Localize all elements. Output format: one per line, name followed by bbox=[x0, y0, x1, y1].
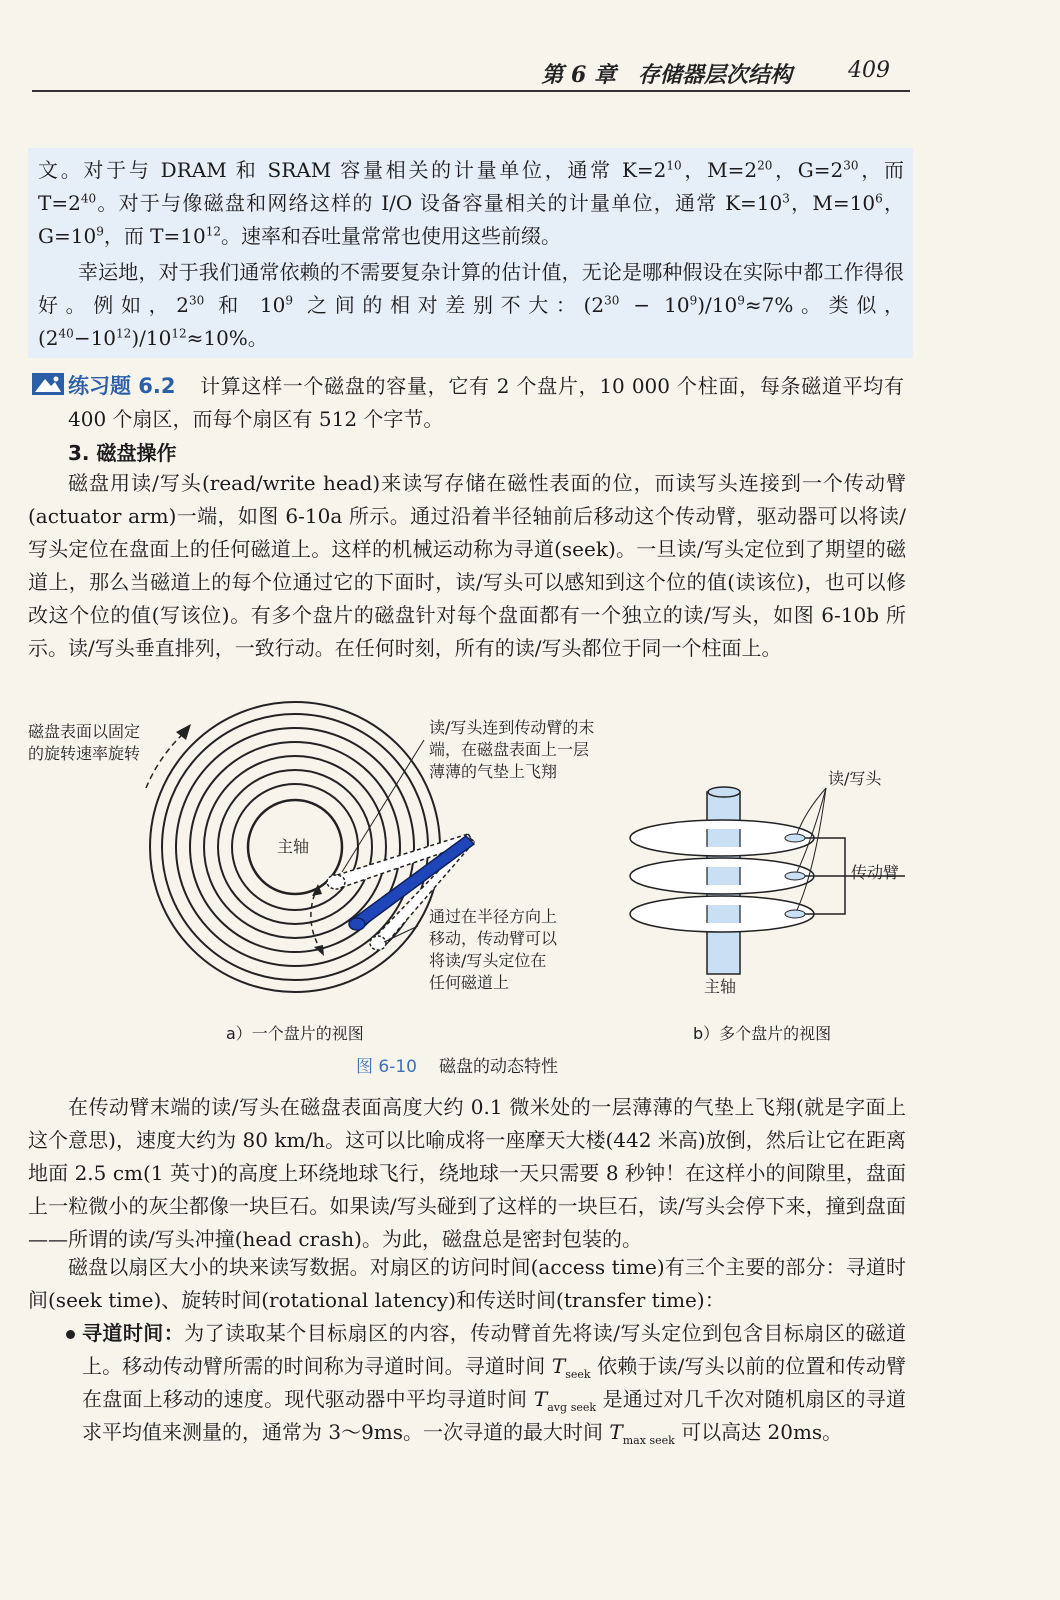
note-paragraph-1: 文。对于与 DRAM 和 SRAM 容量相关的计量单位，通常 $K=2^{10}$，$M=2^{20}$，$G=2^{30}$，而 $T=2^{40}$。对于与像磁盘和网络这样的 I/O 设备容量相关的计量单位，通常 $K=10^3$，$M=10^6$，$G=10^9$，而 $T=10^{12}$。速率和吞吐量常常也使用这些前缀。 bbox=[38, 158, 905, 248]
body-paragraph-2: 磁盘以扇区大小的块来读写数据。对扇区的访问时间(access time)有三个主要的部分：寻道时间(seek time)、旋转时间(rotational latency)和传送时间(transfer time)： bbox=[28, 1255, 906, 1312]
head-previous-position bbox=[327, 875, 345, 889]
chapter-title: 第 6 章 存储器层次结构 bbox=[541, 62, 792, 88]
label-read-write-head: 读/写头 bbox=[828, 769, 882, 788]
label-radial-move: 通过在半径方向上 移动，传动臂可以 将读/写头定位在 任何磁道上 bbox=[429, 907, 558, 992]
section-paragraph: 磁盘用读/写头(read/write head)来读写存储在磁性表面的位，而读写头连接到一个传动臂(actuator arm)一端，如图 6-10a 所示。通过沿着半径轴前后移动这个传动臂，驱动器可以将读/写头定位在盘面上的任何磁道上。这样的机械运动称为寻道(seek)。一旦读/写头定位到了期望的磁道上，那么当磁道上的每个位通过它的下面时，读/写头可以感知到这个位的值(读该位)，也可以修改这个位的值(写该位)。有多个盘片的磁盘针对每个盘面都有一个独立的读/写头，如图 6-10b 所示。读/写头垂直排列，一致行动。在任何时刻，所有的读/写头都位于同一个柱面上。 bbox=[28, 471, 906, 660]
figure-title: 磁盘的动态特性 bbox=[439, 1057, 558, 1077]
page-header bbox=[32, 52, 910, 92]
section-title: 3. 磁盘操作 bbox=[68, 441, 177, 465]
bullet-seek-time: 寻道时间：为了读取某个目标扇区的内容，传动臂首先将读/写头定位到包含目标扇区的磁道上。移动传动臂所需的时间称为寻道时间。寻道时间 $T_{seek}$ 依赖于读/写头以前的位置和传动臂在盘面上移动的速度。现代驱动器中平均寻道时间 $T_{avg seek}$ 是通过对几千次对随机扇区的寻道求平均值来测量的，通常为 3～9ms。一次寻道的最大时间 $T_{max seek}$ 可以高达 20ms。 bbox=[82, 1321, 907, 1447]
exercise-text: 计算这样一个磁盘的容量，它有 2 个盘片，10 000 个柱面，每条磁道平均有 400 个扇区，而每个扇区有 512 个字节。 bbox=[68, 374, 904, 431]
bullet-dot bbox=[66, 1330, 75, 1339]
caption-b: b）多个盘片的视图 bbox=[693, 1024, 832, 1043]
read-write-head bbox=[349, 918, 365, 930]
note-paragraph-2: 幸运地，对于我们通常依赖的不需要复杂计算的估计值，无论是哪种假设在实际中都工作得很好。例如，$2^{30}$ 和 $10^9$ 之间的相对差别不大：$(2^{30} - 10^9)/10^9\approx 7\%$。类似，$(2^{40}-10^{12})/10^{12}\approx 10\%$。 bbox=[38, 260, 904, 350]
label-spindle-a: 主轴 bbox=[277, 837, 310, 856]
body-paragraph-1: 在传动臂末端的读/写头在磁盘表面高度大约 0.1 微米处的一层薄薄的气垫上飞翔(就是字面上这个意思)，速度大约为 80 km/h。这可以比喻成将一座摩天大楼(442 米高)放倒，然后让它在距离地面 2.5 cm(1 英寸)的高度上环绕地球飞行，绕地球一天只需要 8 秒钟！在这样小的间隙里，盘面上一粒微小的灰尘都像一块巨石。如果读/写头碰到了这样的一块巨石，读/写头会停下来，撞到盘面——所谓的读/写头冲撞(head crash)。为此，磁盘总是密封包装的。 bbox=[28, 1095, 906, 1251]
label-actuator-arm: 传动臂 bbox=[851, 863, 900, 882]
label-rotation: 磁盘表面以固定 的旋转速率旋转 bbox=[28, 722, 141, 763]
label-head: 读/写头连到传动臂的末 端，在磁盘表面上一层 薄薄的气垫上飞翔 bbox=[429, 718, 595, 781]
exercise-label: 练习题 6.2 bbox=[68, 374, 176, 398]
exercise-icon bbox=[32, 373, 64, 395]
caption-a: a）一个盘片的视图 bbox=[226, 1024, 364, 1043]
figure-number: 图 6-10 bbox=[356, 1057, 417, 1077]
page-number: 409 bbox=[848, 58, 890, 83]
figure-caption bbox=[356, 1052, 558, 1077]
head-alternate-position bbox=[370, 936, 386, 950]
label-spindle-b: 主轴 bbox=[704, 977, 737, 996]
